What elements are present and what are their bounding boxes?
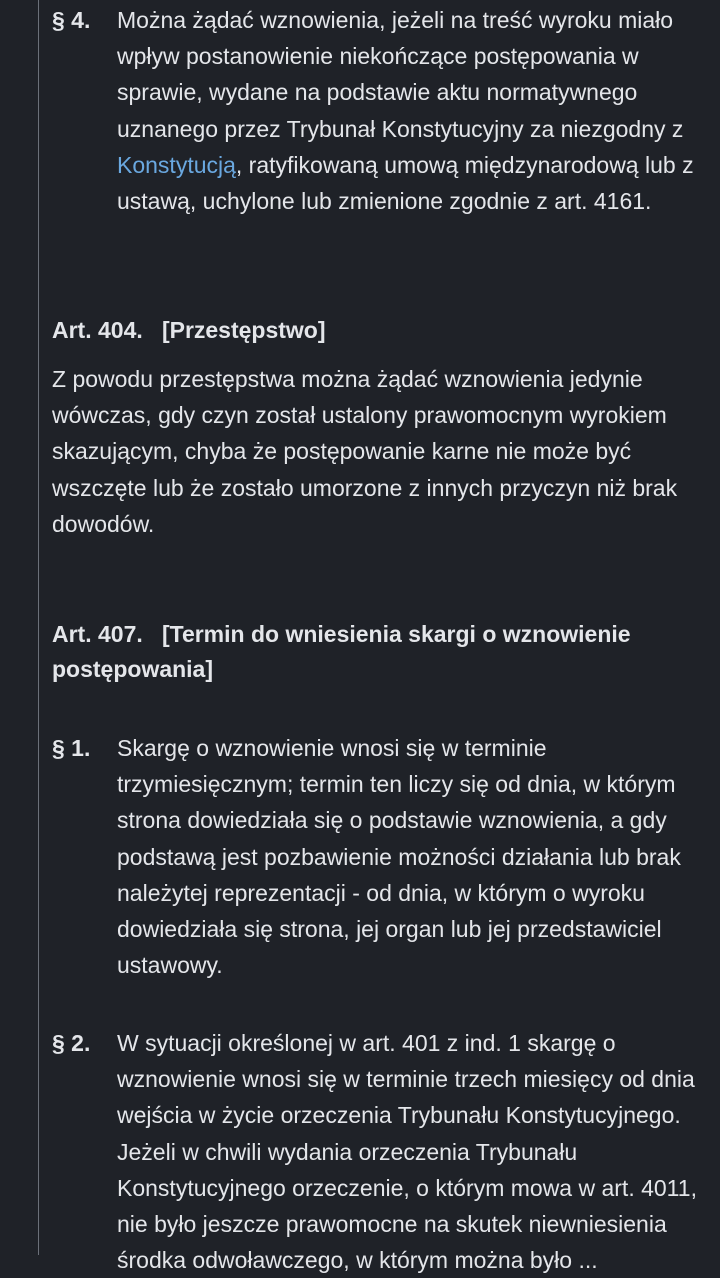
article-title: [Przestępstwo] bbox=[161, 317, 326, 343]
paragraph-407-1 bbox=[52, 730, 702, 983]
article-title: [Termin do wniesienia skargi o wznowienie postępowania] bbox=[52, 621, 631, 682]
article-404-heading bbox=[52, 313, 702, 348]
paragraph-text bbox=[117, 2, 702, 219]
left-margin-rule bbox=[38, 0, 39, 1255]
article-407-heading bbox=[52, 617, 682, 687]
paragraph-number: § 4. bbox=[52, 7, 91, 33]
article-number: Art. 404. bbox=[52, 317, 143, 343]
konstytucja-link[interactable]: Konstytucją bbox=[117, 151, 236, 178]
paragraph-text: Skargę o wznowienie wnosi się w terminie trzymiesięcznym; termin ten liczy się od dnia, w którym strona dowiedziała się o podstawie wznowienia, a gdy podstawą jest pozbawienie możności działania lub brak należytej reprezentacji - od dnia, w którym o wyroku dowiedziała się strona, jej organ lub jej przedstawiciel ustawowy. bbox=[117, 735, 681, 979]
paragraph-text-part: Można żądać wznowienia, jeżeli na treść wyroku miało wpływ postanowienie niekończące postępowania w sprawie, wydane na podstawie aktu normatywnego uznanego przez Trybunał Konstytucyjny za niezgodny z bbox=[117, 7, 684, 142]
paragraph-407-2 bbox=[52, 1025, 702, 1278]
article-number: Art. 407. bbox=[52, 621, 143, 647]
paragraph-number: § 1. bbox=[52, 735, 91, 761]
paragraph-section-4 bbox=[52, 2, 702, 219]
paragraph-text-part: , ratyfikowaną umową międzynarodową lub z ustawą, uchylone lub zmienione zgodnie z art. 4161. bbox=[117, 151, 694, 215]
paragraph-number: § 2. bbox=[52, 1030, 91, 1056]
paragraph-text: W sytuacji określonej w art. 401 z ind. 1 skargę o wznowienie wnosi się w terminie trzech miesięcy od dnia wejścia w życie orzeczenia Trybunału Konstytucyjnego. Jeżeli w chwili wydania orzeczenia Trybunału Konstytucyjnego orzeczenie, o którym mowa w art. 4011, nie było jeszcze prawomocne na skutek niewniesienia środka odwoławczego, w którym można było ... bbox=[117, 1030, 697, 1274]
article-404-body: Z powodu przestępstwa można żądać wznowienia jedynie wówczas, gdy czyn został ustalony prawomocnym wyrokiem skazującym, chyba że postępowanie karne nie może być wszczęte lub że zostało umorzone z innych przyczyn niż brak dowodów. bbox=[52, 366, 678, 537]
